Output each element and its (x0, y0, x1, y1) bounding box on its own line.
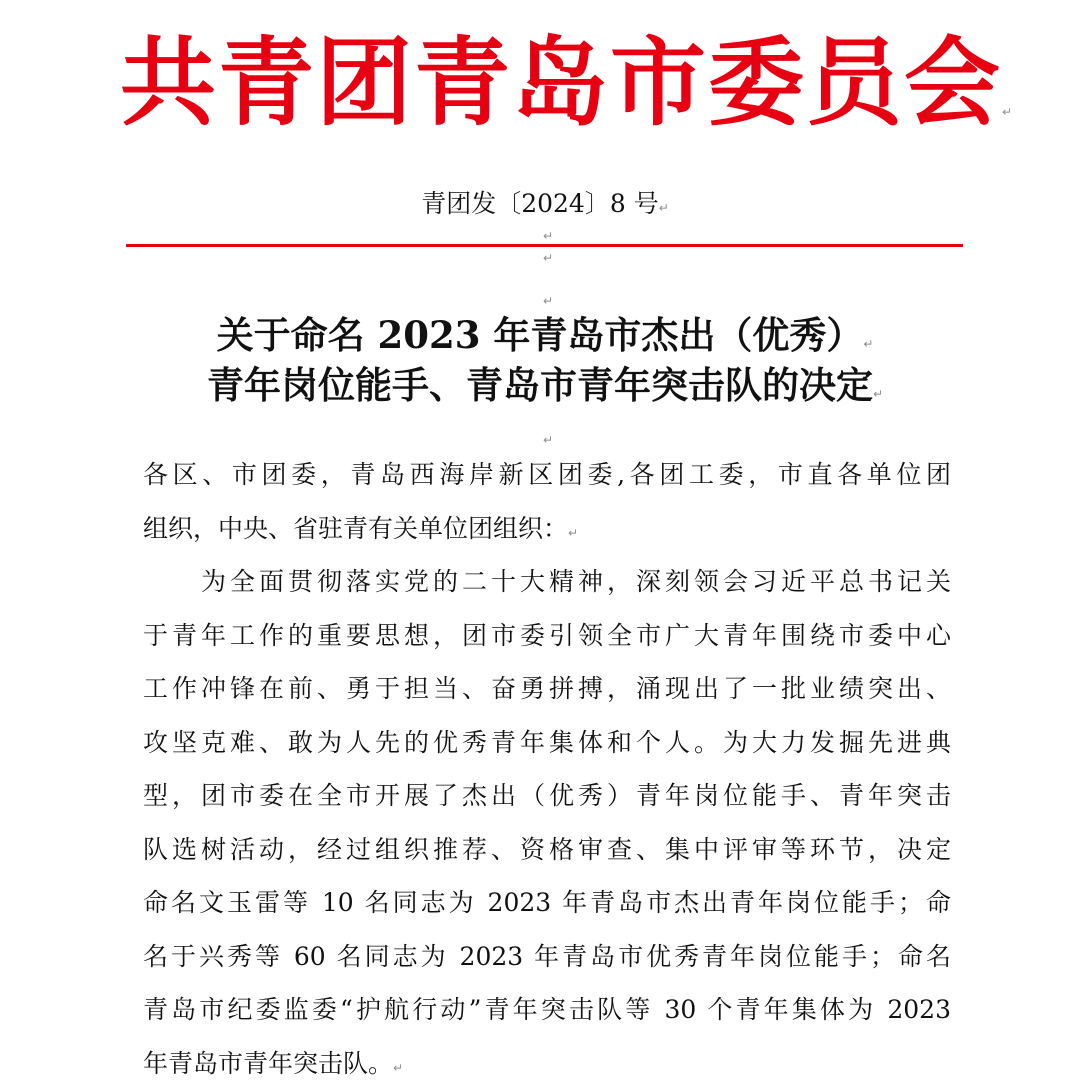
salutation-line: 各区、市团委，青岛西海岸新区团委,各团工委，市直各单位团 (143, 448, 951, 502)
document-title (140, 310, 950, 410)
red-divider-line (126, 244, 963, 247)
paragraph-mark: ↵ (543, 230, 553, 242)
document-body (143, 448, 951, 1090)
body-line: 型，团市委在全市开展了杰出（优秀）青年岗位能手、青年突击 (143, 769, 951, 823)
paragraph-mark: ↵ (659, 201, 669, 215)
paragraph-mark: ↵ (568, 526, 578, 540)
body-line: 命名文玉雷等 10 名同志为 2023 年青岛市杰出青年岗位能手；命 (143, 876, 951, 930)
body-line: 为全面贯彻落实党的二十大精神，深刻领会习近平总书记关 (143, 555, 951, 609)
body-line: 名于兴秀等 60 名同志为 2023 年青岛市优秀青年岗位能手；命名 (143, 930, 951, 984)
paragraph-mark: ↵ (1002, 105, 1012, 119)
title-line-text: 关于命名 2023 年青岛市杰出（优秀） (217, 313, 864, 357)
salutation-line (143, 502, 951, 556)
red-masthead (120, 14, 970, 152)
body-line: 工作冲锋在前、勇于担当、奋勇拼搏，涌现出了一批业绩突出、 (143, 662, 951, 716)
paragraph-mark: ↵ (543, 252, 553, 264)
paragraph-mark: ↵ (543, 434, 553, 446)
body-line: 队选树活动，经过组织推荐、资格审查、集中评审等环节，决定 (143, 823, 951, 877)
body-line: 于青年工作的重要思想，团市委引领全市广大青年围绕市委中心 (143, 609, 951, 663)
salutation-line-text: 组织，中央、省驻青有关单位团组织： (143, 514, 568, 543)
title-line (140, 360, 950, 410)
document-number-text: 青团发〔2024〕8 号 (421, 189, 658, 218)
body-line: 攻坚克难、敢为人先的优秀青年集体和个人。为大力发掘先进典 (143, 716, 951, 770)
paragraph-mark: ↵ (393, 1061, 403, 1075)
title-line (140, 310, 950, 360)
body-line (143, 1037, 951, 1090)
body-line-text: 年青岛市青年突击队。 (143, 1049, 393, 1078)
paragraph-mark: ↵ (873, 387, 883, 401)
paragraph-mark: ↵ (543, 295, 553, 307)
body-line: 青岛市纪委监委“护航行动”青年突击队等 30 个青年集体为 2023 (143, 983, 951, 1037)
masthead-title: 共青团青岛市委员会 (120, 26, 1002, 139)
title-line-text: 青年岗位能手、青岛市青年突击队的决定 (207, 363, 873, 407)
document-number (120, 185, 970, 223)
paragraph-mark: ↵ (863, 337, 873, 351)
